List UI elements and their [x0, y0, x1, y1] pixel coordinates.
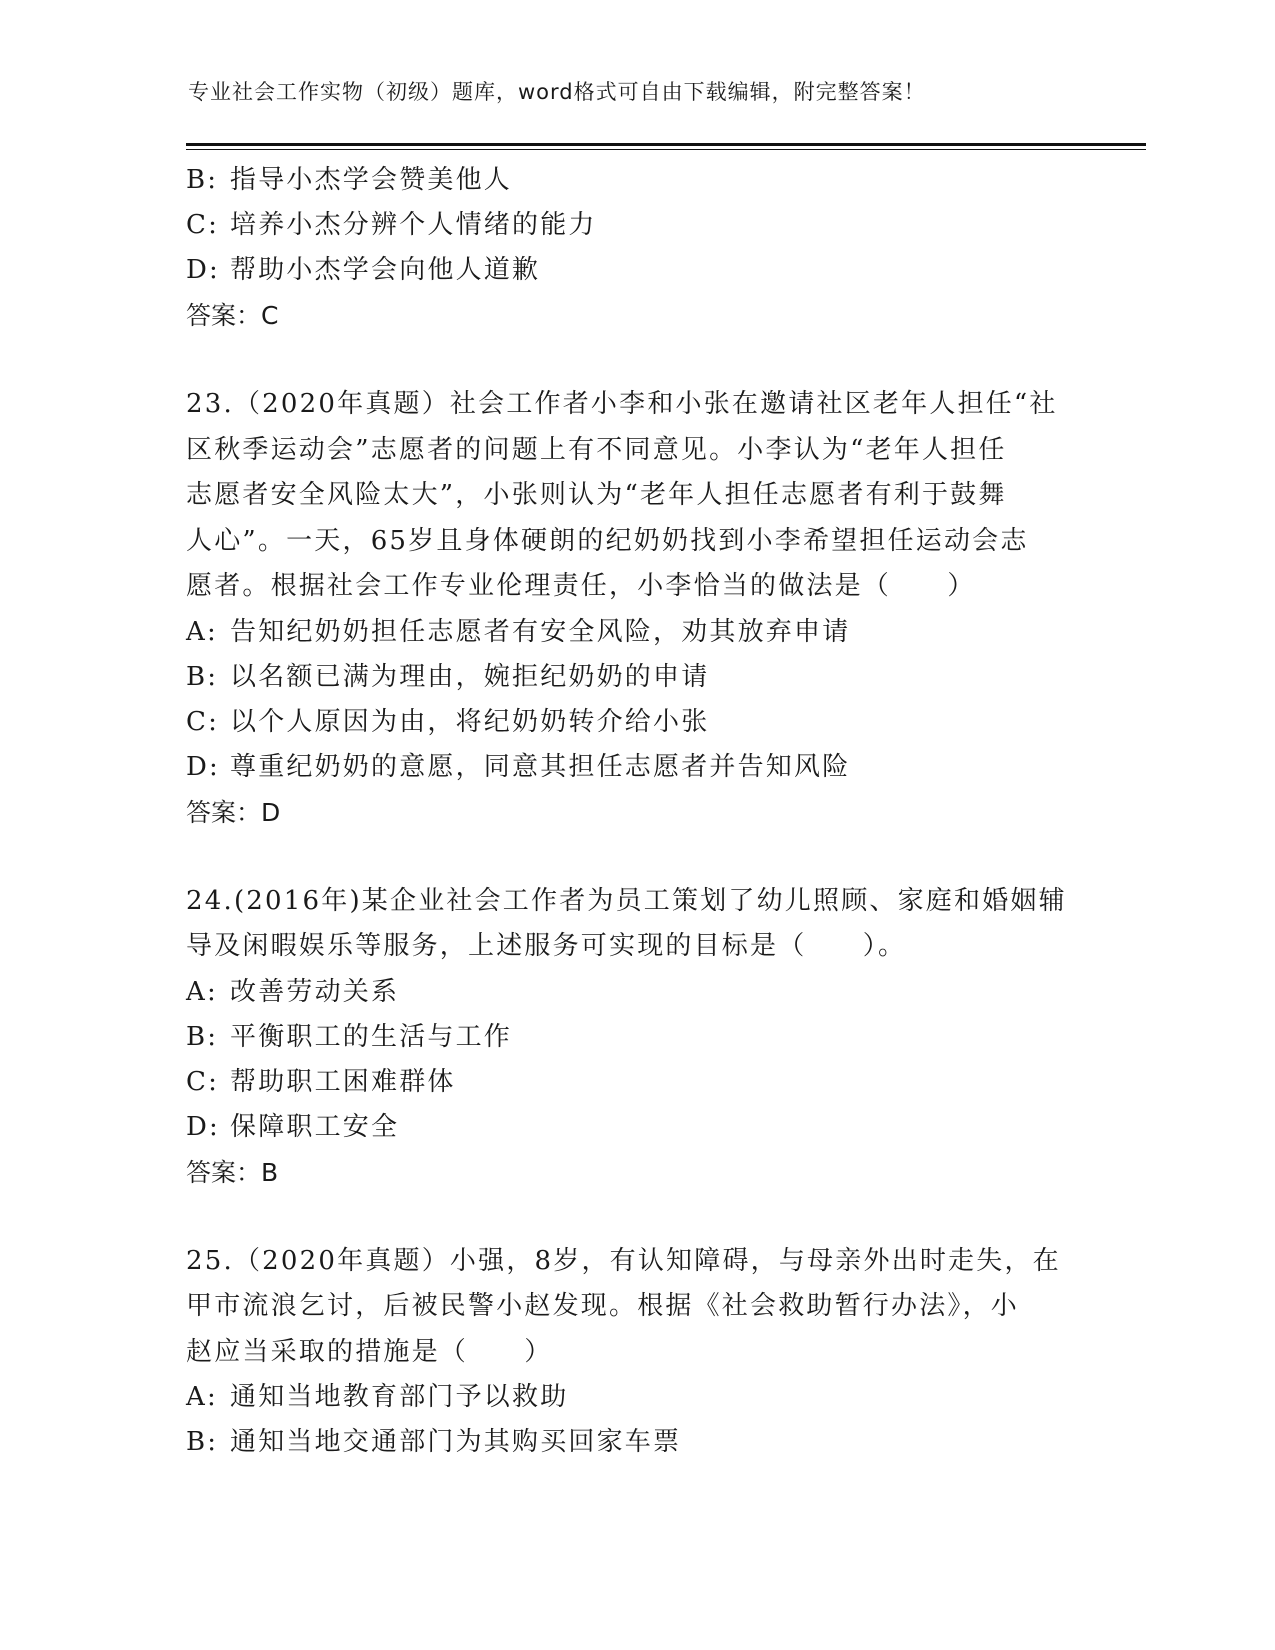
question-stem-line: 人心”。一天，65岁且身体硬朗的纪奶奶找到小李希望担任运动会志	[186, 525, 1029, 556]
option-text: 通知当地交通部门为其购买回家车票	[230, 1427, 682, 1457]
page-header: 专业社会工作实物（初级）题库，word格式可自由下载编辑，附完整答案！	[188, 80, 926, 104]
question-24	[186, 879, 1086, 1195]
option-text: 平衡职工的生活与工作	[230, 1021, 513, 1052]
option-b	[186, 158, 1086, 203]
option-letter: B:	[186, 165, 219, 195]
header-rule-thick	[186, 143, 1146, 146]
option-text: 告知纪奶奶担任志愿者有安全风险，劝其放弃申请	[230, 616, 851, 647]
option-letter: B:	[186, 661, 219, 692]
option-letter: D:	[186, 255, 221, 285]
option-text: 培养小杰分辨个人情绪的能力	[230, 210, 597, 240]
option-letter: B:	[186, 1021, 219, 1052]
option-text: 以名额已满为理由，婉拒纪奶奶的申请	[230, 661, 710, 692]
option-text: 改善劳动关系	[230, 976, 400, 1007]
question-stem-line: 愿者。根据社会工作专业伦理责任，小李恰当的做法是（ ）	[186, 571, 976, 601]
question-stem-line: 甲市流浪乞讨，后被民警小赵发现。根据《社会救助暂行办法》，小	[186, 1291, 1020, 1321]
option-text: 保障职工安全	[230, 1111, 400, 1142]
option-c	[186, 700, 1086, 745]
option-d	[186, 248, 1086, 293]
option-letter: C:	[186, 706, 220, 737]
question-stem-line: 23.（2020年真题）社会工作者小李和小张在邀请社区老年人担任“社	[186, 389, 1058, 419]
option-text: 指导小杰学会赞美他人	[230, 165, 513, 195]
answer-line: 答案：C	[186, 301, 279, 330]
option-text: 尊重纪奶奶的意愿，同意其担任志愿者并告知风险	[230, 751, 851, 782]
option-d	[186, 745, 1086, 790]
question-stem-line: 赵应当采取的措施是（ ）	[186, 1336, 553, 1367]
question-stem-line: 24.(2016年)某企业社会工作者为员工策划了幼儿照顾、家庭和婚姻辅	[186, 885, 1067, 916]
question-content	[186, 158, 1086, 1465]
option-c	[186, 1060, 1086, 1105]
question-stem-line: 志愿者安全风险太大”，小张则认为“老年人担任志愿者有利于鼓舞	[186, 480, 1007, 510]
option-text: 以个人原因为由，将纪奶奶转介给小张	[230, 706, 710, 737]
option-letter: A:	[186, 976, 218, 1007]
option-letter: D:	[186, 751, 221, 782]
option-b	[186, 1015, 1086, 1060]
option-letter: C:	[186, 1066, 220, 1097]
option-b	[186, 655, 1086, 700]
option-text: 通知当地教育部门予以救助	[230, 1382, 569, 1412]
option-letter: A:	[186, 1382, 218, 1412]
option-a	[186, 970, 1086, 1015]
question-22-tail	[186, 158, 1086, 338]
question-stem-line: 25.（2020年真题）小强，8岁，有认知障碍，与母亲外出时走失，在	[186, 1245, 1061, 1276]
option-letter: A:	[186, 616, 218, 647]
option-c	[186, 203, 1086, 248]
header-rule-thin	[186, 149, 1146, 150]
answer-line: 答案：B	[186, 1157, 279, 1187]
option-text: 帮助职工困难群体	[230, 1066, 456, 1097]
option-b	[186, 1420, 1086, 1465]
option-letter: C:	[186, 210, 220, 240]
option-d	[186, 1105, 1086, 1150]
option-text: 帮助小杰学会向他人道歉	[230, 255, 541, 285]
question-stem-line: 区秋季运动会”志愿者的问题上有不同意见。小李认为“老年人担任	[186, 434, 1007, 465]
question-23	[186, 382, 1086, 835]
option-a	[186, 1375, 1086, 1420]
option-a	[186, 610, 1086, 655]
option-letter: B:	[186, 1427, 219, 1457]
question-25	[186, 1239, 1086, 1466]
option-letter: D:	[186, 1111, 221, 1142]
answer-line: 答案：D	[186, 797, 281, 827]
question-stem-line: 导及闲暇娱乐等服务，上述服务可实现的目标是（ ）。	[186, 931, 907, 961]
